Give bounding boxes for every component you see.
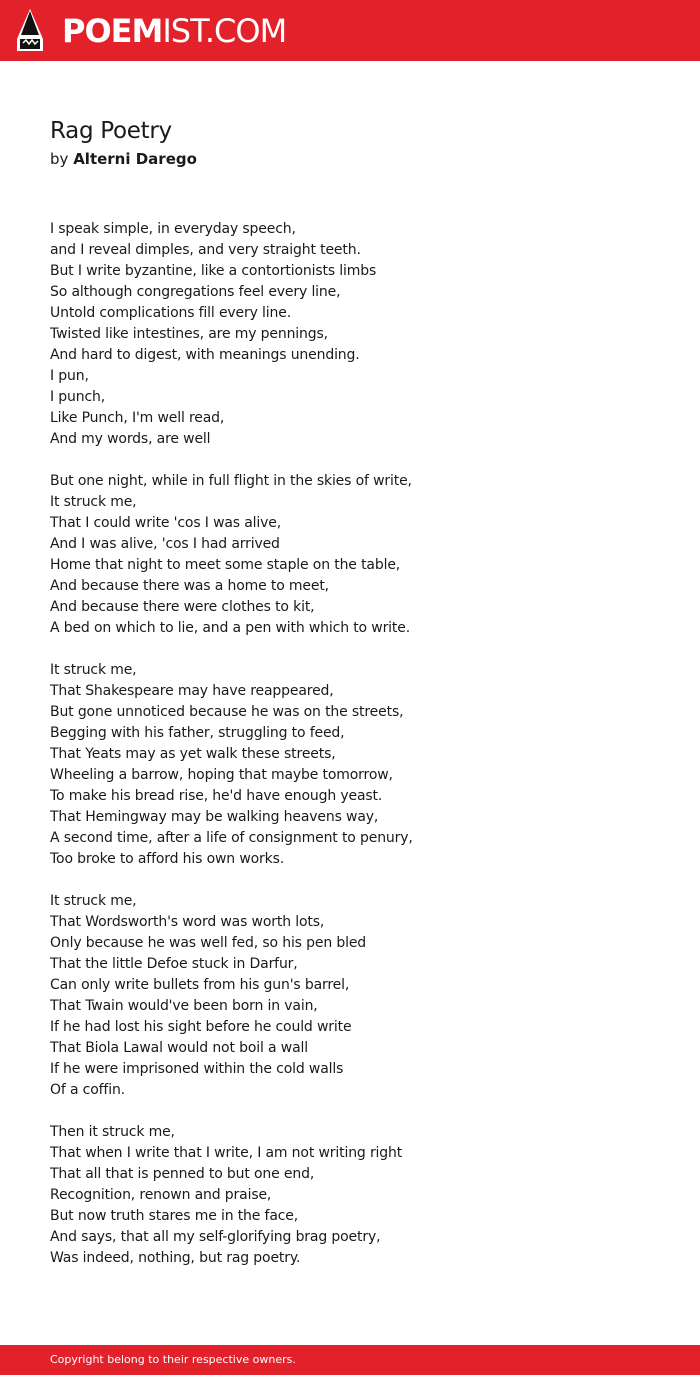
poem-title: Rag Poetry [50,118,172,144]
poem-stanza [50,891,670,1101]
poem-line: And says, that all my self-glorifying brag poetry, [50,1229,381,1245]
logo-bold-text: POEM [62,12,163,50]
poem-line: That when I write that I write, I am not writing right [50,1145,403,1161]
poem-line: I pun, [50,368,89,384]
poem-line: That Biola Lawal would not boil a wall [50,1040,308,1056]
poem-line: Recognition, renown and praise, [50,1187,272,1203]
poem-line: Twisted like intestines, are my pennings, [50,326,328,342]
poem-stanza [50,219,670,450]
poem-line: But gone unnoticed because he was on the streets, [50,704,404,720]
poem-line: Then it struck me, [50,1124,175,1140]
poem-line: That Shakespeare may have reappeared, [50,683,334,699]
poem-line: And hard to digest, with meanings unending. [50,347,360,363]
poem-line: Untold complications fill every line. [50,305,292,321]
poem-line: Too broke to afford his own works. [50,851,285,867]
poem-line: That Wordsworth's word was worth lots, [50,914,325,930]
poem-line: Begging with his father, struggling to feed, [50,725,345,741]
site-header [0,0,700,61]
site-footer [0,1345,700,1375]
poem-line: That I could write 'cos I was alive, [50,515,282,531]
poem-line: And because there were clothes to kit, [50,599,315,615]
poem-line: So although congregations feel every line, [50,284,341,300]
poem-line: If he were imprisoned within the cold walls [50,1061,344,1077]
poem-line: It struck me, [50,662,137,678]
author-name: Alterni Darego [73,150,197,168]
poem-line: That Hemingway may be walking heavens way, [50,809,379,825]
poem-line: And because there was a home to meet, [50,578,329,594]
pencil-logo-icon[interactable] [17,9,43,51]
copyright-text: Copyright belong to their respective owners. [50,1353,296,1366]
poem-line: And I was alive, 'cos I had arrived [50,536,280,552]
poem-line: Wheeling a barrow, hoping that maybe tomorrow, [50,767,393,783]
poem-line: and I reveal dimples, and very straight teeth. [50,242,361,258]
poem-line: That the little Defoe stuck in Darfur, [50,956,298,972]
poem-stanza [50,1122,670,1269]
poem-line: But one night, while in full flight in the skies of write, [50,473,412,489]
poem-line: A second time, after a life of consignment to penury, [50,830,413,846]
poem-line: That all that is penned to but one end, [50,1166,315,1182]
byline [50,148,197,170]
poem-line: To make his bread rise, he'd have enough yeast. [50,788,383,804]
poem-line: But I write byzantine, like a contortionists limbs [50,263,377,279]
poem-stanza [50,660,670,870]
by-prefix: by [50,150,69,168]
poem-line: Can only write bullets from his gun's barrel, [50,977,350,993]
logo-light-text: IST.COM [162,12,287,50]
poem-line: But now truth stares me in the face, [50,1208,299,1224]
poem-stanza [50,471,670,639]
poem-line: It struck me, [50,494,137,510]
poem-line: Of a coffin. [50,1082,125,1098]
poem-line: Like Punch, I'm well read, [50,410,225,426]
poem-line: Was indeed, nothing, but rag poetry. [50,1250,301,1266]
poem-line: Home that night to meet some staple on the table, [50,557,401,573]
poem-line: It struck me, [50,893,137,909]
poem-line: I punch, [50,389,106,405]
poem-line: A bed on which to lie, and a pen with which to write. [50,620,411,636]
site-logo-text[interactable] [62,11,286,51]
poem-line: And my words, are well [50,431,211,447]
poem-line: That Yeats may as yet walk these streets, [50,746,336,762]
poem-line: Only because he was well fed, so his pen bled [50,935,367,951]
poem-body [50,219,670,1290]
poem-line: If he had lost his sight before he could write [50,1019,352,1035]
poem-line: That Twain would've been born in vain, [50,998,318,1014]
poem-line: I speak simple, in everyday speech, [50,221,296,237]
